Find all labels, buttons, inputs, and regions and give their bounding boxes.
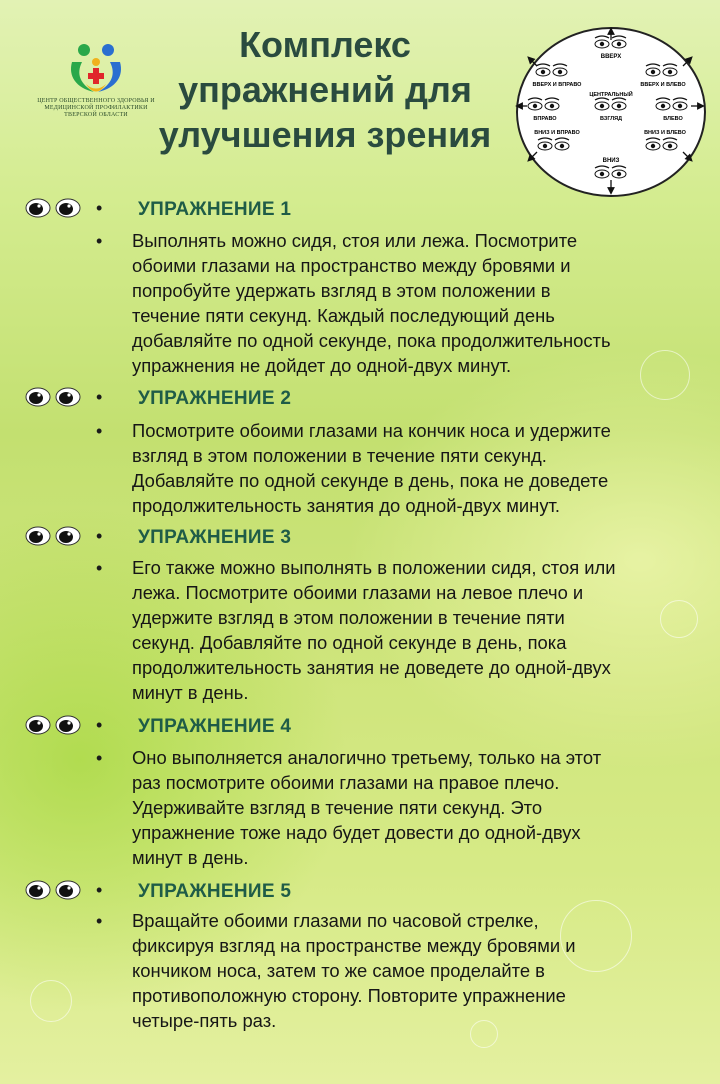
exercise-description <box>132 555 702 705</box>
label-down-left: ВНИЗ И ВЛЕВО <box>644 130 686 136</box>
text-line: попробуйте удержать взгляд в этом положении в <box>132 280 551 301</box>
text-line: лежа. Посмотрите обоими глазами на левое плечо и <box>132 582 584 603</box>
text-line: четыре-пять раз. <box>132 1010 277 1031</box>
text-line: продолжительность занятия не доведете до одной-двух <box>132 657 611 678</box>
logo-caption: ЦЕНТР ОБЩЕСТВЕННОГО ЗДОРОВЬЯ И МЕДИЦИНСКОЙ ПРОФИЛАКТИКИ ТВЕРСКОЙ ОБЛАСТИ <box>37 98 155 118</box>
bullet-icon: • <box>96 558 103 578</box>
text-line: Вращайте обоими глазами по часовой стрелке, <box>132 910 539 931</box>
label-up-left: ВВЕРХ И ВЛЕВО <box>640 82 686 88</box>
page-title <box>150 22 500 157</box>
bullet-icon: • <box>96 880 103 900</box>
text-line: Оно выполняется аналогично третьему, только на этот <box>132 747 602 768</box>
text-line: течение пяти секунд. Каждый последующий день <box>132 305 555 326</box>
eyes-icon <box>24 877 84 903</box>
text-line: обоими глазами на пространство между бровями и <box>132 255 571 276</box>
text-line: Удерживайте взгляд в течение пяти секунд. Это <box>132 797 543 818</box>
exercise-heading: УПРАЖНЕНИЕ 2 <box>138 388 292 409</box>
title-line: Комплекс <box>239 24 411 65</box>
text-line: минут в день. <box>132 682 249 703</box>
label-down: ВНИЗ <box>602 158 620 164</box>
exercise-heading-row <box>0 710 720 740</box>
bullet-icon: • <box>96 715 103 735</box>
exercise-heading: УПРАЖНЕНИЕ 1 <box>138 199 292 220</box>
exercise-heading-row <box>0 521 720 551</box>
label-down-right: ВНИЗ И ВПРАВО <box>534 130 580 136</box>
eyes-icon <box>24 195 84 221</box>
exercise-description <box>132 745 702 870</box>
exercise-heading: УПРАЖНЕНИЕ 3 <box>138 527 292 548</box>
label-central: ЦЕНТРАЛЬНЫЙ <box>589 92 633 98</box>
bullet-icon: • <box>96 911 103 931</box>
family-health-icon <box>66 40 126 96</box>
text-line: удержите взгляд в этом положении в течение пяти <box>132 607 565 628</box>
exercise-heading-row <box>0 875 720 905</box>
eyes-icon <box>24 523 84 549</box>
label-up: ВВЕРХ <box>600 54 622 60</box>
title-line: упражнений для <box>178 69 472 110</box>
text-line: секунд. Добавляйте по одной секунде в день, пока <box>132 632 567 653</box>
text-line: взгляд в этом положении в течение пяти секунд. <box>132 445 547 466</box>
organization-logo <box>36 40 156 119</box>
bullet-icon: • <box>96 526 103 546</box>
text-line: продолжительность занятия до одной-двух минут. <box>132 495 561 516</box>
bullet-icon: • <box>96 748 103 768</box>
text-line: упражнение тоже надо будет довести до одной-двух <box>132 822 581 843</box>
text-line: Добавляйте по одной секунде в день, пока не доведете <box>132 470 609 491</box>
text-line: фиксируя взгляд на пространстве между бровями и <box>132 935 576 956</box>
exercise-heading-row <box>0 193 720 223</box>
bullet-icon: • <box>96 421 103 441</box>
bullet-icon: • <box>96 198 103 218</box>
text-line: добавляйте по одной секунде, пока продолжительность <box>132 330 611 351</box>
exercise-description <box>132 228 702 378</box>
exercise-heading: УПРАЖНЕНИЕ 5 <box>138 881 292 902</box>
text-line: Выполнять можно сидя, стоя или лежа. Посмотрите <box>132 230 578 251</box>
bullet-icon: • <box>96 387 103 407</box>
title-line: улучшения зрения <box>158 114 492 155</box>
text-line: Посмотрите обоими глазами на кончик носа и удержите <box>132 420 611 441</box>
label-gaze: ВЗГЛЯД <box>599 116 623 122</box>
label-right: ВПРАВО <box>533 116 557 122</box>
exercise-description <box>132 418 702 518</box>
exercise-heading: УПРАЖНЕНИЕ 4 <box>138 716 292 737</box>
text-line: раз посмотрите обоими глазами на правое плечо. <box>132 772 560 793</box>
bubble-decoration <box>30 980 72 1022</box>
eyes-icon <box>24 384 84 410</box>
eye-movement-diagram <box>515 26 707 198</box>
text-line: кончиком носа, затем то же самое проделайте в <box>132 960 545 981</box>
text-line: упражнения не дойдет до одной-двух минут. <box>132 355 512 376</box>
exercise-heading-row <box>0 382 720 412</box>
bullet-icon: • <box>96 231 103 251</box>
eyes-icon <box>24 712 84 738</box>
label-left: ВЛЕВО <box>663 116 683 122</box>
exercise-description <box>132 908 702 1033</box>
text-line: противоположную сторону. Повторите упражнение <box>132 985 566 1006</box>
label-up-right: ВВЕРХ И ВПРАВО <box>532 82 582 88</box>
text-line: Его также можно выполнять в положении сидя, стоя или <box>132 557 616 578</box>
text-line: минут в день. <box>132 847 249 868</box>
